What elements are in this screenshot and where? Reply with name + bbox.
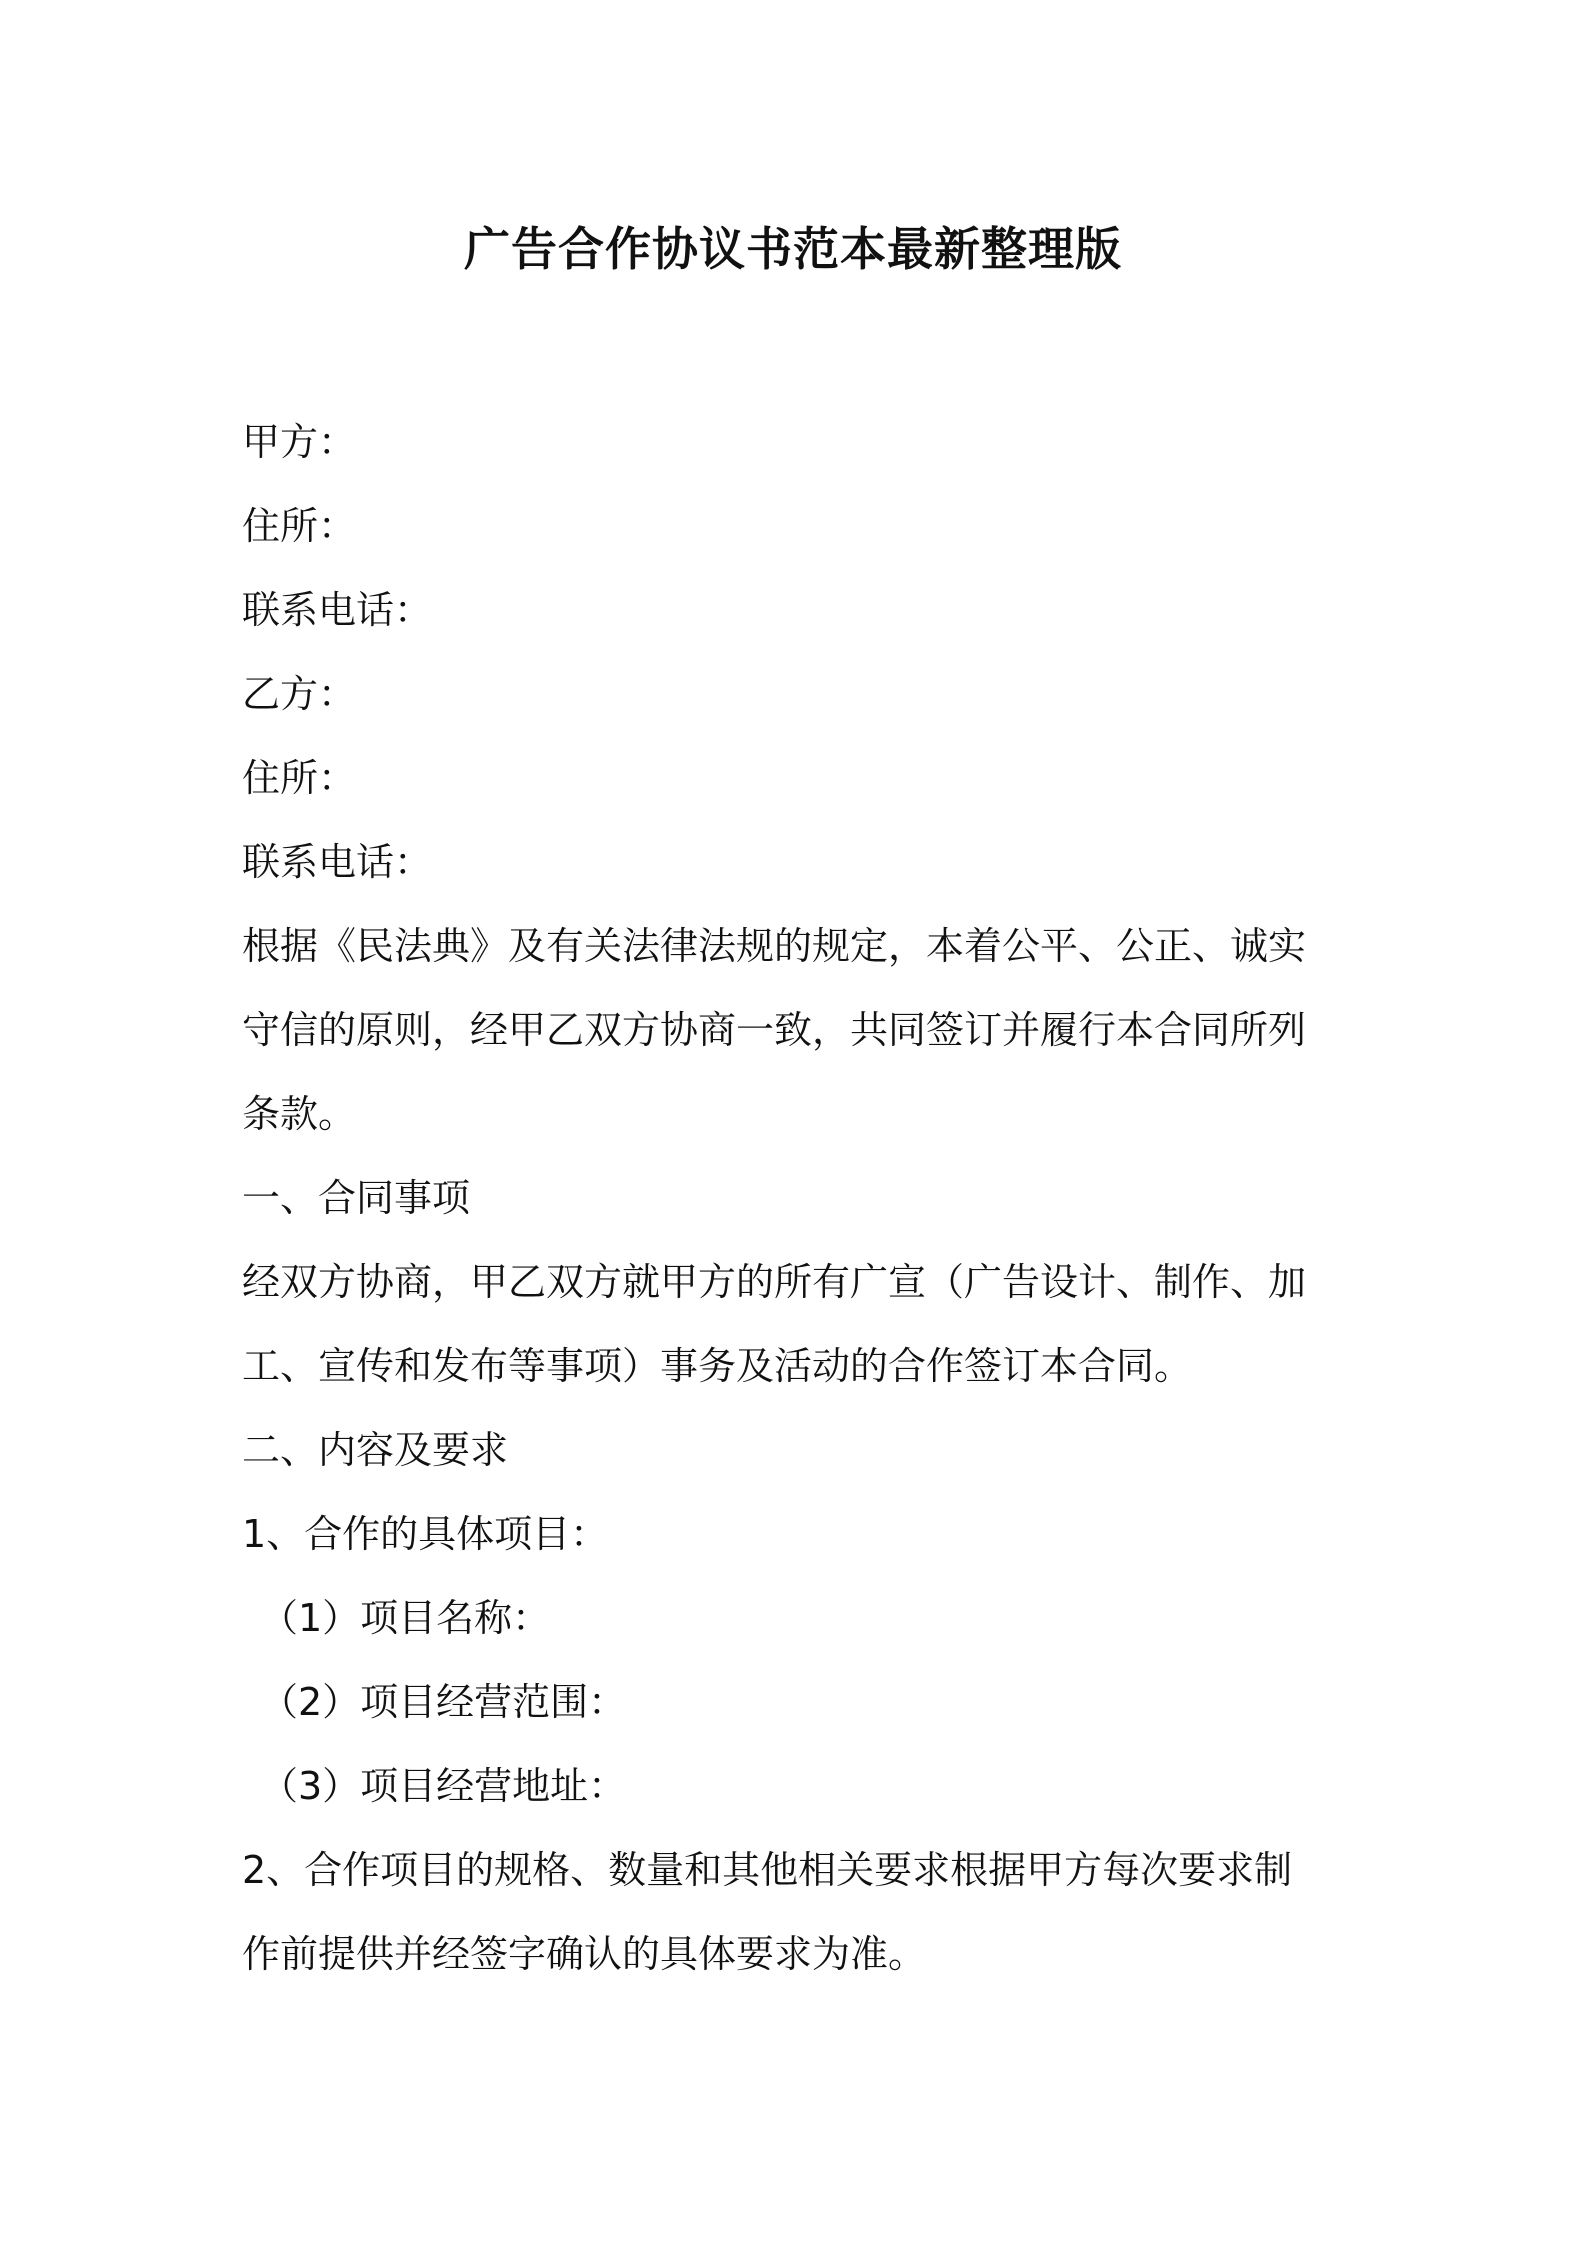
sub-item-project-name: （1）项目名称： (260, 1596, 551, 1640)
section-1-text-line: 工、宣传和发布等事项）事务及活动的合作签订本合同。 (242, 1344, 1193, 1388)
party-a-phone-label: 联系电话： (242, 588, 433, 632)
item-1-text: 1、合作的具体项目： (242, 1512, 609, 1556)
document-title: 广告合作协议书范本最新整理版 (464, 222, 1122, 276)
item-2-text-line: 2、合作项目的规格、数量和其他相关要求根据甲方每次要求制 (242, 1848, 1293, 1892)
preamble-line: 根据《民法典》及有关法律法规的规定，本着公平、公正、诚实 (242, 924, 1307, 968)
party-a-label: 甲方： (242, 420, 357, 464)
section-1-text-line: 经双方协商，甲乙双方就甲方的所有广宣（广告设计、制作、加 (242, 1260, 1307, 1304)
party-b-phone-label: 联系电话： (242, 840, 433, 884)
section-1-heading: 一、合同事项 (242, 1176, 471, 1220)
item-2-text-line: 作前提供并经签字确认的具体要求为准。 (242, 1932, 927, 1976)
party-a-address-label: 住所： (242, 504, 357, 548)
document-body (242, 400, 1354, 1996)
section-2-heading: 二、内容及要求 (242, 1428, 509, 1472)
party-b-address-label: 住所： (242, 756, 357, 800)
party-b-label: 乙方： (242, 672, 357, 716)
preamble-line: 守信的原则，经甲乙双方协商一致，共同签订并履行本合同所列 (242, 1008, 1307, 1052)
sub-item-business-address: （3）项目经营地址： (260, 1764, 627, 1808)
sub-item-business-scope: （2）项目经营范围： (260, 1680, 627, 1724)
preamble-line: 条款。 (242, 1092, 357, 1136)
